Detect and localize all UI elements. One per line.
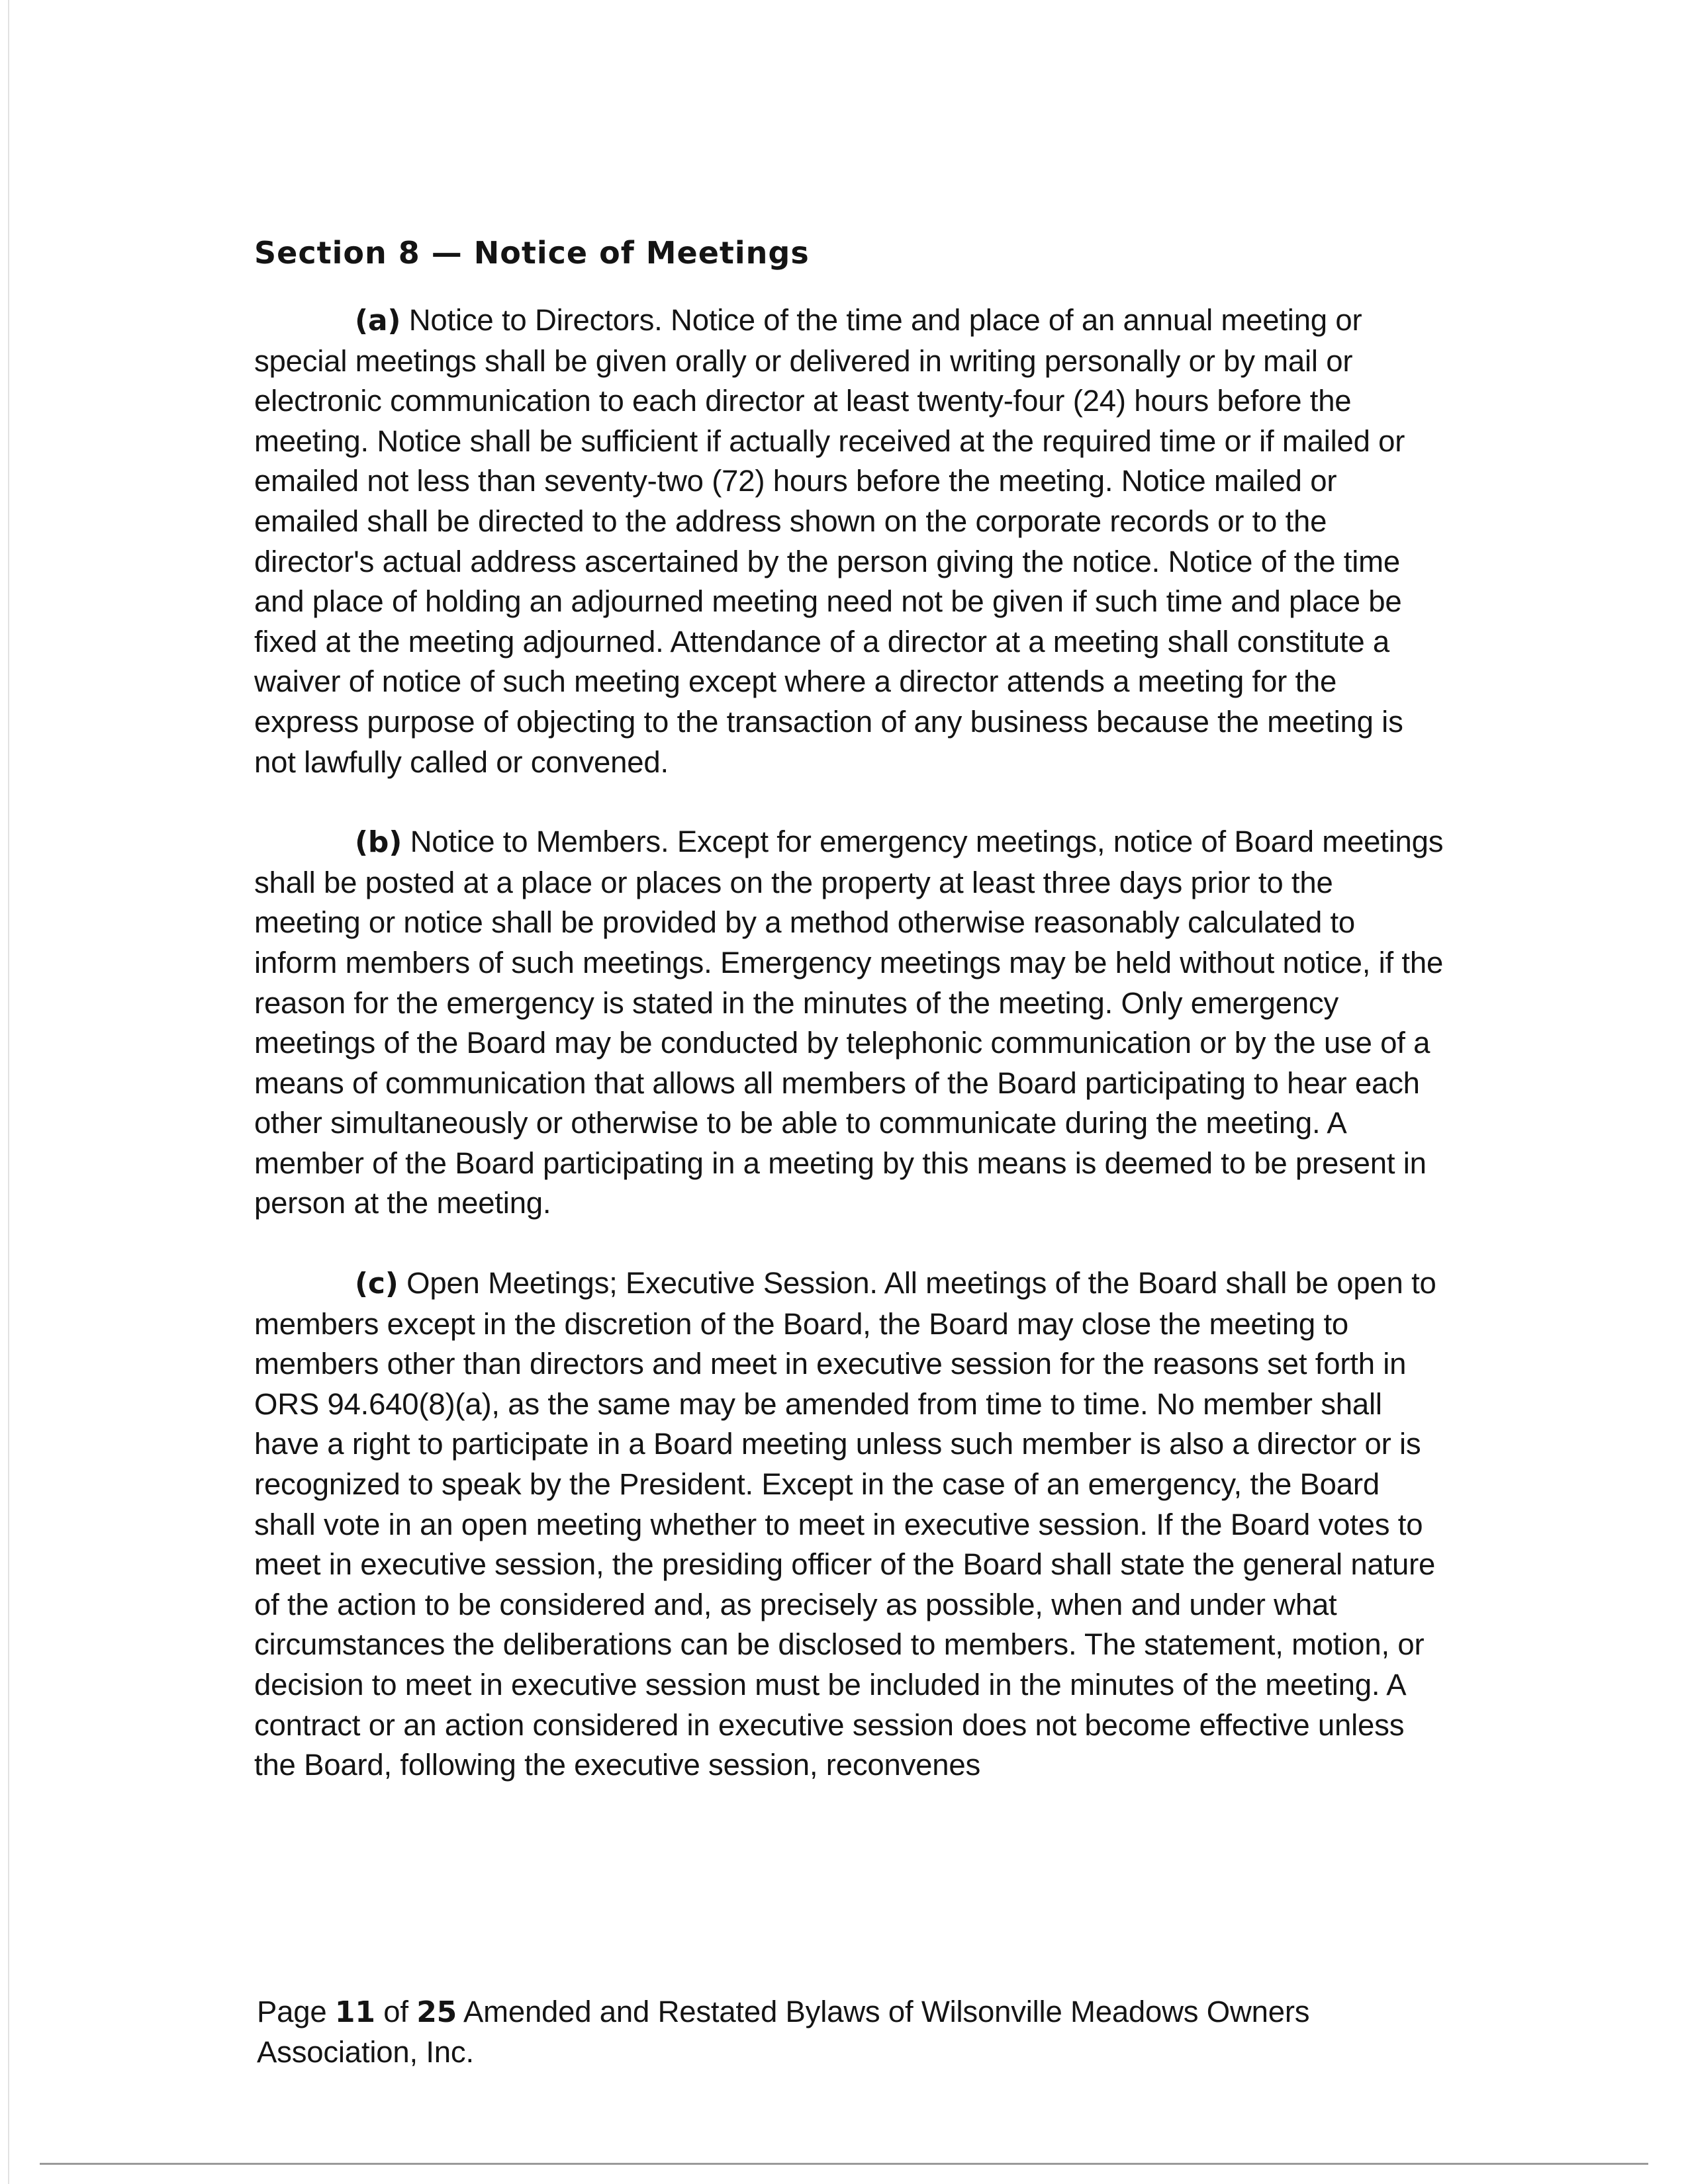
paragraph-c-label: (c) [355,1267,399,1301]
footer-document-title: Amended and Restated Bylaws of Wilsonville Meadows Owners Association, Inc. [257,1995,1310,2069]
page-footer [257,1992,1448,2072]
paragraph-a-text: Notice to Directors. Notice of the time and place of an annual meeting or special meetings shall be given orally or delivered in writing personally or by mail or electronic communication to each director at least twenty-four (24) hours before the meeting. Notice shall be sufficient if actually received at the required time or if mailed or emailed not less than seventy-two (72) hours before the meeting. Notice mailed or emailed shall be directed to the address shown on the corporate records or to the director's actual address ascertained by the person giving the notice. Notice of the time and place of holding an adjourned meeting need not be given if such time and place be fixed at the meeting adjourned. Attendance of a director at a meeting shall constitute a waiver of notice of such meeting except where a director attends a meeting for the express purpose of objecting to the transaction of any business because the meeting is not lawfully called or convened. [254,303,1405,779]
paragraph-c-text: Open Meetings; Executive Session. All meetings of the Board shall be open to members except in the discretion of the Board, the Board may close the meeting to members other than directors and meet in executive session for the reasons set forth in ORS 94.640(8)(a), as the same may be amended from time to time. No member shall have a right to participate in a Board meeting unless such member is also a director or is recognized to speak by the President. Except in the case of an emergency, the Board shall vote in an open meeting whether to meet in executive session. If the Board votes to meet in executive session, the presiding officer of the Board shall state the general nature of the action to be considered and, as precisely as possible, when and under what circumstances the deliberations can be disclosed to members. The statement, motion, or decision to meet in executive session must be included in the minutes of the meeting. A contract or an action considered in executive session does not become effective unless the Board, following the executive session, reconvenes [254,1266,1436,1782]
paragraph-a-label: (a) [355,304,401,338]
paragraph-b-text: Notice to Members. Except for emergency meetings, notice of Board meetings shall be posted at a place or places on the property at least three days prior to the meeting or notice shall be provided by a method otherwise reasonably calculated to inform members of such meetings. Emergency meetings may be held without notice, if the reason for the emergency is stated in the minutes of the meeting. Only emergency meetings of the Board may be conducted by telephonic communication or by the use of a means of communication that allows all members of the Board participating to hear each other simultaneously or otherwise to be able to communicate during the meeting. A member of the Board participating in a meeting by this means is deemed to be present in person at the meeting. [254,825,1444,1220]
paragraph-b [254,822,1446,1224]
footer-of-word: of [383,1995,408,2028]
paragraph-b-label: (b) [355,825,402,860]
paragraph-c [254,1263,1446,1786]
scan-bottom-edge [40,2163,1648,2165]
footer-page-total: 25 [416,1995,457,2029]
footer-page-word: Page [257,1995,327,2028]
paragraph-a [254,300,1446,782]
footer-page-number: 11 [334,1995,375,2029]
scan-left-edge [8,0,9,2184]
section-title: Section 8 — Notice of Meetings [254,235,810,271]
page-content [254,233,1446,1825]
